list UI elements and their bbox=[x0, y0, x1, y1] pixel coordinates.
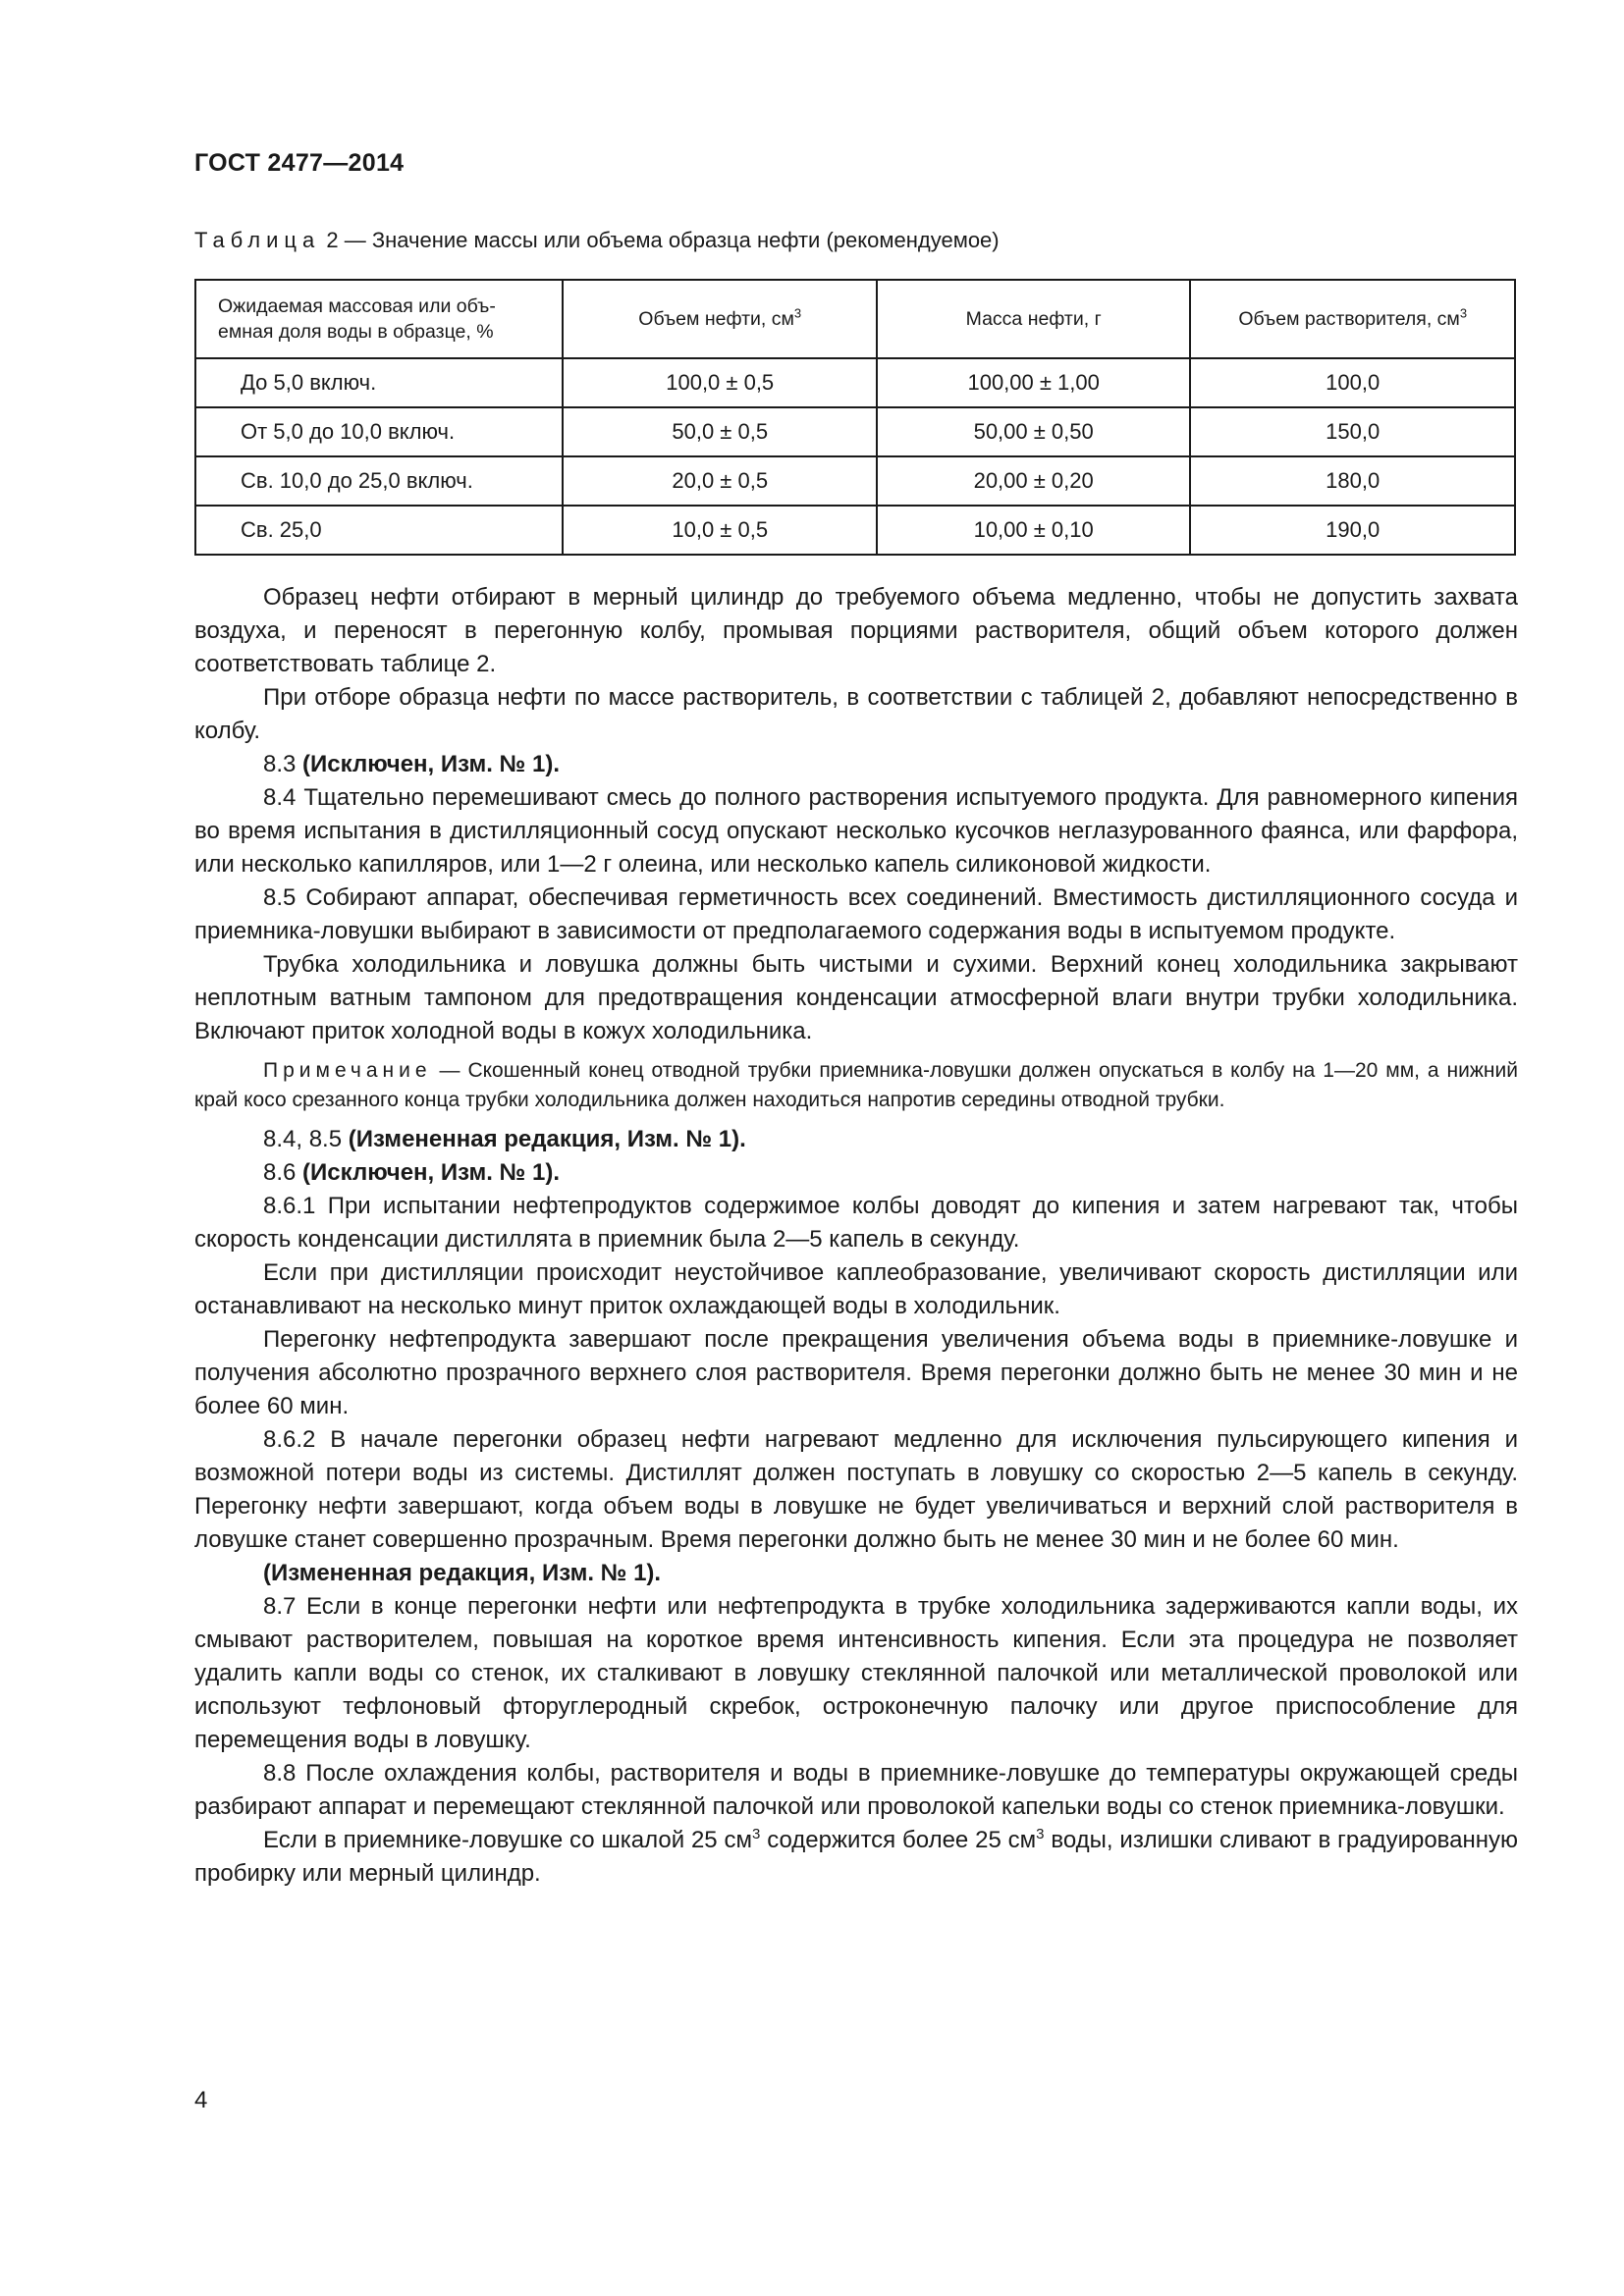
table-cell: 10,0 ± 0,5 bbox=[563, 506, 876, 555]
paragraph: Перегонку нефтепродукта завершают после прекращения увеличения объема воды в приемнике-ловушке и получения абсолютно прозрачного верхнего слоя растворителя. Время перегонки должно быть не менее 30 мин и не более 60 мин. bbox=[194, 1326, 1518, 1419]
table-caption-label: Таблица bbox=[194, 228, 321, 252]
table-cell: До 5,0 включ. bbox=[195, 358, 563, 407]
table-cell: 20,00 ± 0,20 bbox=[877, 456, 1190, 506]
paragraph: 8.4 Тщательно перемешивают смесь до полного растворения испытуемого продукта. Для равномерного кипения во время испытания в дистилляционный сосуд опускают несколько кусочков неглазурованного фаянса, или фарфора, или несколько капилляров, или 1—2 г олеина, или несколько капель силиконовой жидкости. bbox=[194, 784, 1518, 878]
note-label: Примечание bbox=[263, 1059, 432, 1082]
paragraph: 8.3 (Исключен, Изм. № 1). bbox=[263, 751, 560, 777]
paragraph: При отборе образца нефти по массе растворитель, в соответствии с таблицей 2, добавляют непосредственно в колбу. bbox=[194, 684, 1518, 744]
table-row bbox=[195, 407, 1515, 456]
paragraph: 8.6.1 При испытании нефтепродуктов содержимое колбы доводят до кипения и затем нагревают так, чтобы скорость конденсации дистиллята в приемник была 2—5 капель в секунду. bbox=[194, 1193, 1518, 1253]
table-cell: 50,00 ± 0,50 bbox=[877, 407, 1190, 456]
table-row bbox=[195, 358, 1515, 407]
table-cell: 180,0 bbox=[1190, 456, 1515, 506]
page-number: 4 bbox=[194, 2087, 208, 2113]
table-cell: 100,0 bbox=[1190, 358, 1515, 407]
table-cell: 190,0 bbox=[1190, 506, 1515, 555]
document-code: ГОСТ 2477—2014 bbox=[194, 149, 405, 177]
table-cell: 100,00 ± 1,00 bbox=[877, 358, 1190, 407]
table-header-row bbox=[195, 280, 1515, 358]
paragraph: Трубка холодильника и ловушка должны быть чистыми и сухими. Верхний конец холодильника закрывают неплотным ватным тампоном для предотвращения конденсации атмосферной влаги внутри трубки холодильника. Включают приток холодной воды в кожух холодильника. bbox=[194, 951, 1518, 1044]
paragraph: (Измененная редакция, Изм. № 1). bbox=[263, 1560, 662, 1586]
paragraph: Если в приемнике-ловушке со шкалой 25 $см^3$ содержится более 25 $см^3$ воды, излишки сливают в градуированную пробирку или мерный цилиндр. bbox=[194, 1826, 1519, 1887]
paragraph: 8.6.2 В начале перегонки образец нефти нагревают медленно для исключения пульсирующего кипения и возможной потери воды из системы. Дистиллят должен поступать в ловушку со скоростью 2—5 капель в секунду. Перегонку нефти завершают, когда объем воды в ловушке не будет увеличиваться и верхний слой растворителя в ловушке станет совершенно прозрачным. Время перегонки должно быть не менее 30 мин и не более 60 мин. bbox=[194, 1426, 1518, 1553]
table-cell: 10,00 ± 0,10 bbox=[877, 506, 1190, 555]
column-header: Объем нефти, $см^3$ bbox=[563, 280, 876, 358]
note: Примечание — Скошенный конец отводной трубки приемника-ловушки должен опускаться в колбу на 1—20 мм, а нижний край косо срезанного конца трубки холодильника должен находиться напротив середины отводной трубки. bbox=[194, 1059, 1518, 1111]
table-cell: 50,0 ± 0,5 bbox=[563, 407, 876, 456]
table-cell: От 5,0 до 10,0 включ. bbox=[195, 407, 563, 456]
paragraph: 8.7 Если в конце перегонки нефти или нефтепродукта в трубке холодильника задерживаются капли воды, их смывают растворителем, повышая на короткое время интенсивность кипения. Если эта процедура не позволяет удалить капли воды со стенок, их сталкивают в ловушку стеклянной палочкой или металлической проволокой или используют тефлоновый фторуглеродный скребок, остроконечную палочку или другое приспособление для перемещения воды в ловушку. bbox=[194, 1593, 1518, 1753]
table-cell: 100,0 ± 0,5 bbox=[563, 358, 876, 407]
paragraph: 8.5 Собирают аппарат, обеспечивая герметичность всех соединений. Вместимость дистилляционного сосуда и приемника-ловушки выбирают в зависимости от предполагаемого содержания воды в испытуемом продукте. bbox=[194, 884, 1518, 944]
table-cell: Св. 10,0 до 25,0 включ. bbox=[195, 456, 563, 506]
paragraph: 8.6 (Исключен, Изм. № 1). bbox=[263, 1159, 560, 1186]
paragraph: 8.4, 8.5 (Измененная редакция, Изм. № 1). bbox=[263, 1126, 746, 1152]
table-caption-text: 2 — Значение массы или объема образца нефти (рекомендуемое) bbox=[320, 228, 1000, 252]
table-row bbox=[195, 506, 1515, 555]
table-cell: Св. 25,0 bbox=[195, 506, 563, 555]
column-header: Масса нефти, г bbox=[877, 280, 1190, 358]
paragraph: 8.8 После охлаждения колбы, растворителя и воды в приемнике-ловушке до температуры окружающей среды разбирают аппарат и перемещают стеклянной палочкой или проволокой капельки воды со стенок приемника-ловушки. bbox=[194, 1760, 1518, 1820]
column-header: Ожидаемая массовая или объ- емная доля воды в образце, % bbox=[195, 280, 563, 358]
data-table bbox=[194, 279, 1516, 556]
column-header: Объем растворителя, $см^3$ bbox=[1190, 280, 1515, 358]
body-text bbox=[194, 581, 1518, 1891]
paragraph: Если при дистилляции происходит неустойчивое каплеобразование, увеличивают скорость дистилляции или останавливают на несколько минут приток охлаждающей воды в холодильник. bbox=[194, 1259, 1518, 1319]
table-cell: 20,0 ± 0,5 bbox=[563, 456, 876, 506]
table-caption bbox=[194, 228, 1000, 253]
table-cell: 150,0 bbox=[1190, 407, 1515, 456]
paragraph: Образец нефти отбирают в мерный цилиндр до требуемого объема медленно, чтобы не допустить захвата воздуха, и переносят в перегонную колбу, промывая порциями растворителя, общий объем которого должен соответствовать таблице 2. bbox=[194, 584, 1518, 677]
table-row bbox=[195, 456, 1515, 506]
